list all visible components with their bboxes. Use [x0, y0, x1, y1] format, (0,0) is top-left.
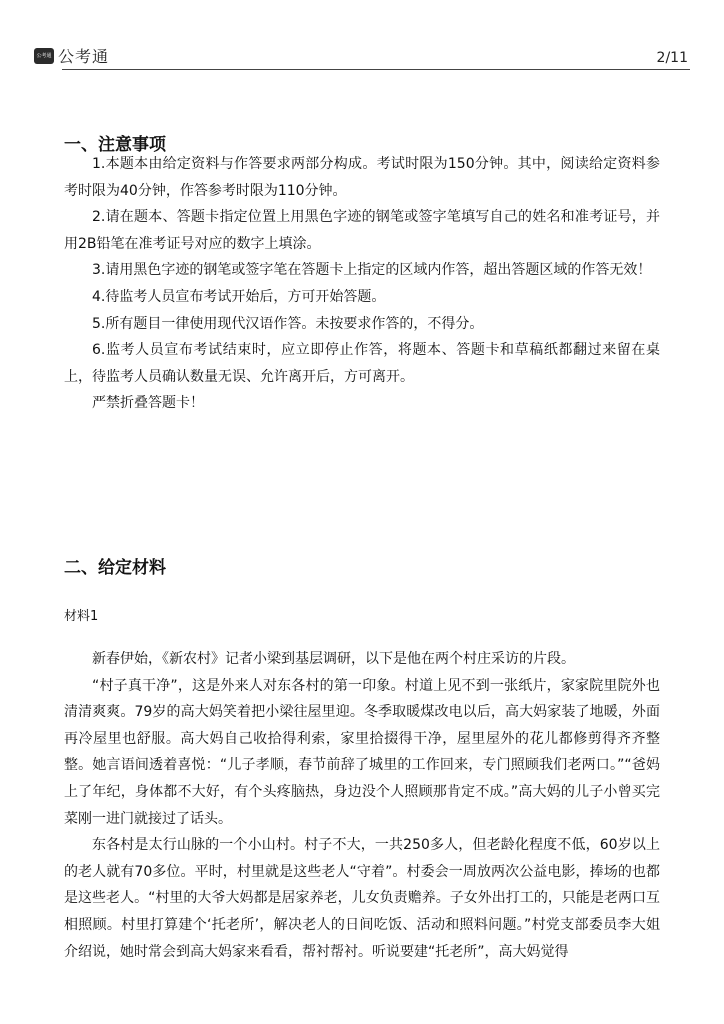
section-title-materials: 二、给定材料	[64, 558, 166, 578]
logo-mark-icon: 公考通	[34, 48, 54, 64]
notice-paragraph: 5.所有题目一律使用现代汉语作答。未按要求作答的，不得分。	[92, 315, 484, 332]
material-paragraph: 新春伊始，《新农村》记者小梁到基层调研，以下是他在两个村庄采访的片段。	[92, 651, 575, 667]
notice-paragraph: 4.待监考人员宣布考试开始后，方可开始答题。	[92, 288, 386, 305]
page-number: 2/11	[656, 50, 688, 66]
notice-body	[64, 151, 660, 417]
material-label: 材料1	[64, 609, 99, 624]
notice-paragraph: 6.监考人员宣布考试结束时，应立即停止作答，将题本、答题卡和草稿纸都翻过来留在桌上，待监考人员确认数量无误、允许离开后，方可离开。	[64, 342, 660, 385]
notice-paragraph: 严禁折叠答题卡！	[92, 395, 204, 412]
notice-paragraph: 2.请在题本、答题卡指定位置上用黑色字迹的钢笔或签字笔填写自己的姓名和准考证号，并用2B铅笔在准考证号对应的数字上填涂。	[64, 209, 660, 252]
material-paragraph: 东各村是太行山脉的一个小山村。村子不大，一共250多人，但老龄化程度不低，60岁以上的老人就有70多位。平时，村里就是这些老人“守着”。村委会一周放两次公益电影，捧场的也都是这些老人。“村里的大爷大妈都是居家养老，儿女负责赡养。子女外出打工的，只能是老两口互相照顾。村里打算建个‘托老所’，解决老人的日间吃饭、活动和照料问题。”村党支部委员李大姐介绍说，她时常会到高大妈家来看看，帮衬帮衬。听说要建“托老所”，高大妈觉得	[64, 837, 660, 960]
header-divider	[62, 69, 690, 70]
section-title-notice: 一、注意事项	[64, 135, 166, 155]
material-paragraph: “村子真干净”，这是外来人对东各村的第一印象。村道上见不到一张纸片，家家院里院外也清清爽爽。79岁的高大妈笑着把小梁往屋里迎。冬季取暖煤改电以后，高大妈家装了地暖，外面再冷屋里也舒服。高大妈自己收拾得利索，家里拾掇得干净，屋里屋外的花儿都修剪得齐齐整整。她言语间透着喜悦：“儿子孝顺，春节前辞了城里的工作回来，专门照顾我们老两口。”“爸妈上了年纪，身体都不大好，有个头疼脑热，身边没个人照顾那肯定不成。”高大妈的儿子小曾买完菜刚一进门就接过了话头。	[64, 677, 660, 827]
notice-paragraph: 1.本题本由给定资料与作答要求两部分构成。考试时限为150分钟。其中，阅读给定资料参考时限为40分钟，作答参考时限为110分钟。	[64, 156, 660, 199]
logo-text: 公考通	[58, 47, 110, 66]
notice-paragraph: 3.请用黑色字迹的钢笔或签字笔在答题卡上指定的区域内作答，超出答题区域的作答无效！	[92, 262, 652, 279]
brand-logo	[34, 44, 109, 67]
material-body	[64, 646, 660, 965]
page-header	[0, 0, 724, 72]
